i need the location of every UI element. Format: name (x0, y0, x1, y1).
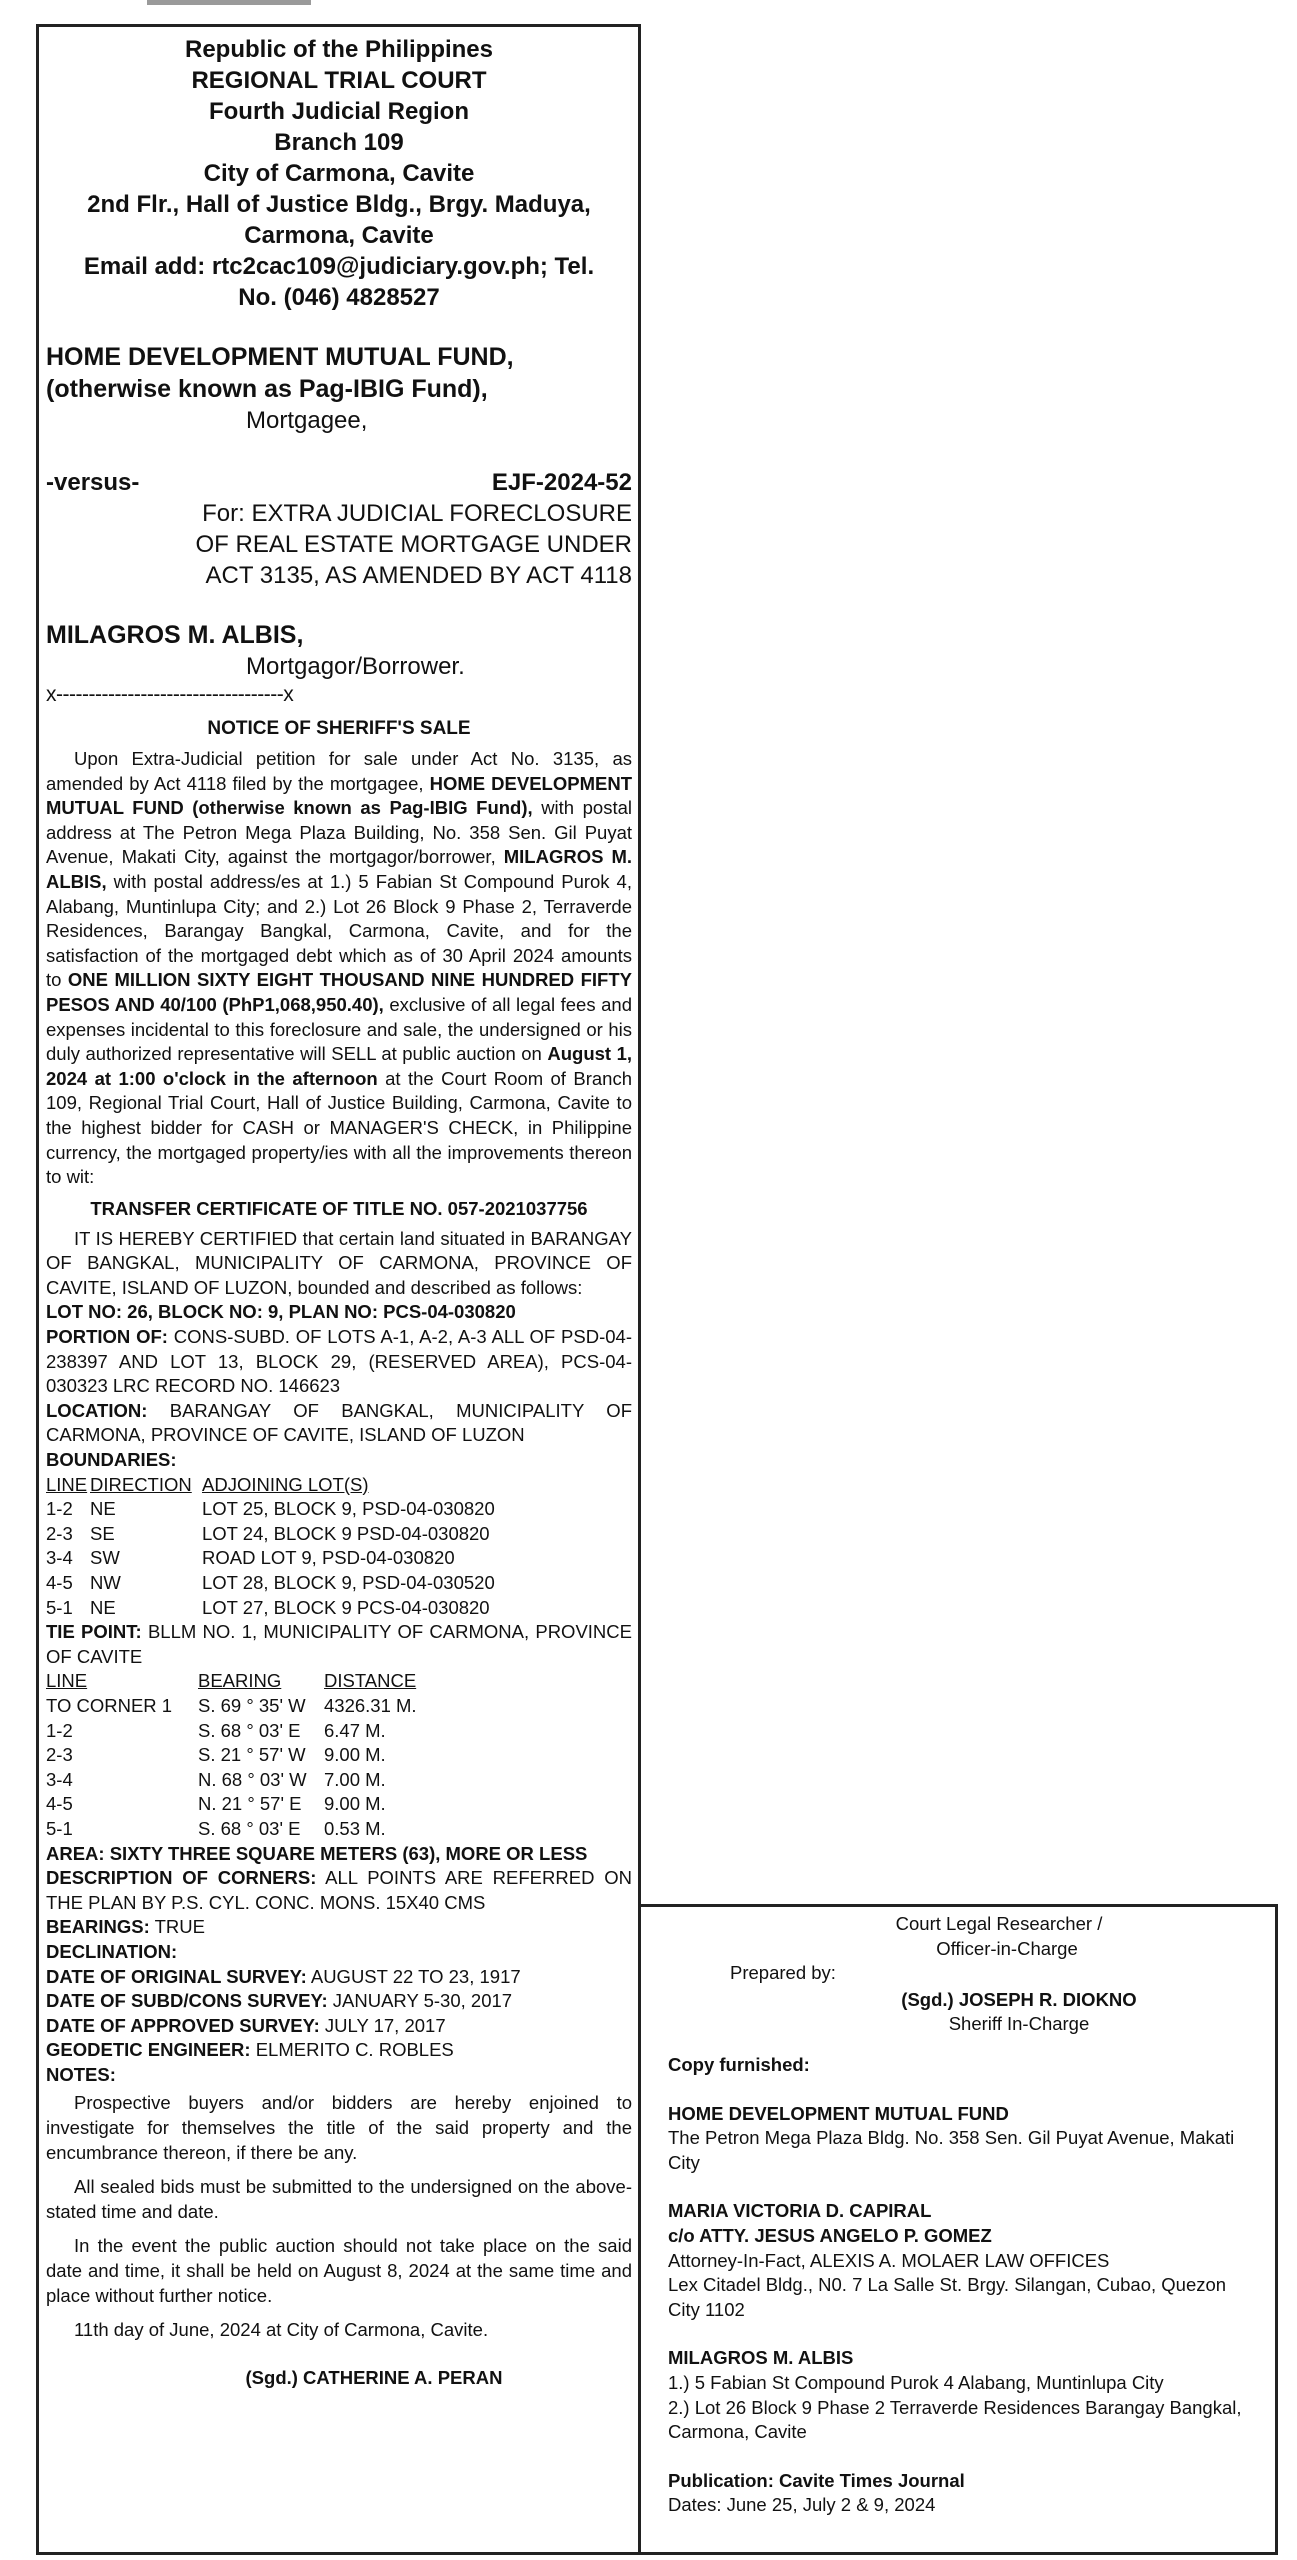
body-text: Upon Extra-Judicial petition for sale under Act No. 3135, as amended by Act 4118 filed by the mortgagee, (46, 748, 632, 794)
boundaries-table (46, 1473, 495, 1621)
table-cell: SE (90, 1522, 115, 1544)
table-cell: 3-4 (46, 1547, 73, 1569)
table-row (46, 1792, 417, 1817)
approved-survey-line (46, 2014, 632, 2039)
publication-line: Publication: Cavite Times Journal (668, 2469, 965, 2491)
subd-survey-label: DATE OF SUBD/CONS SURVEY: (46, 1990, 328, 2012)
bearings-value: TRUE (149, 1916, 205, 1938)
table-cell: LOT 28, BLOCK 9, PSD-04-030520 (202, 1572, 495, 1593)
furnished-party-address: 1.) 5 Fabian St Compound Purok 4 Alabang, Muntinlupa City (668, 2371, 1164, 2393)
notes-paragraph: All sealed bids must be submitted to the undersigned on the above-stated time and date. (46, 2176, 632, 2222)
table-cell: N. 68 ° 03' W (198, 1768, 307, 1790)
case-number: EJF-2024-52 (491, 469, 632, 496)
furnished-party-address: Attorney-In-Fact, ALEXIS A. MOLAER LAW OFFICES (668, 2249, 1110, 2271)
certified-text: IT IS HEREBY CERTIFIED that certain land situated in BARANGAY OF BANGKAL, MUNICIPALITY OF CARMONA, PROVINCE OF CAVITE, ISLAND OF LUZON, bounded and described as follows: (46, 1227, 632, 1298)
original-survey-label: DATE OF ORIGINAL SURVEY: (46, 1965, 307, 1987)
table-cell: NE (90, 1596, 116, 1618)
case-nature-line: ACT 3135, AS AMENDED BY ACT 4118 (205, 562, 632, 589)
original-survey-value: AUGUST 22 TO 23, 1917 (306, 1965, 521, 1987)
furnished-party-name: HOME DEVELOPMENT MUTUAL FUND (668, 2102, 1009, 2124)
mortgagee-aka: (otherwise known as Pag-IBIG Fund), (46, 375, 488, 403)
signatory-title-line: Court Legal Researcher / (895, 1913, 1103, 1934)
approved-survey-value: JULY 17, 2017 (319, 2014, 446, 2036)
location-label: LOCATION: (46, 1399, 148, 1421)
portion-label: PORTION OF: (46, 1326, 168, 1348)
table-cell: NW (90, 1572, 121, 1593)
tie-point-text (46, 1620, 632, 1669)
bearings-line (46, 1915, 632, 1940)
corners-text (46, 1866, 632, 1915)
furnished-party-name: MARIA VICTORIA D. CAPIRAL (668, 2200, 932, 2222)
versus-label: -versus- (46, 469, 140, 496)
table-cell: 2-3 (46, 1522, 73, 1544)
table-header-row (46, 1669, 417, 1694)
mortgagor-name: MILAGROS M. ALBIS, (46, 621, 304, 649)
table-cell: 3-4 (46, 1768, 73, 1790)
furnished-party-name: MILAGROS M. ALBIS (668, 2347, 854, 2369)
corners-label: DESCRIPTION OF CORNERS: (46, 1867, 317, 1889)
portion-value: CONS-SUBD. OF LOTS A-1, A-2, A-3 ALL OF PSD-04-238397 AND LOT 13, BLOCK 29, (RESERVED AREA), PCS-04-030323 LRC RECORD NO. 146623 (46, 1326, 632, 1397)
table-cell: 5-1 (46, 1596, 73, 1618)
table-cell: S. 68 ° 03' E (198, 1817, 301, 1839)
header-line: Carmona, Cavite (244, 222, 434, 249)
location-value: BARANGAY OF BANGKAL, MUNICIPALITY OF CARMONA, PROVINCE OF CAVITE, ISLAND OF LUZON (46, 1399, 632, 1446)
versus-row (46, 467, 632, 498)
header-line: City of Carmona, Cavite (203, 160, 475, 187)
subd-survey-value: JANUARY 5-30, 2017 (327, 1990, 513, 2012)
corners-value: ALL POINTS ARE REFERRED ON THE PLAN BY P.S. CYL. CONC. MONS. 15X40 CMS (46, 1867, 632, 1913)
notes-label: NOTES: (46, 2063, 116, 2085)
body-text: exclusive of all legal fees and expenses incidental to this foreclosure and sale, the undersigned or his duly authorized representative will SELL at public auction on (46, 993, 632, 1065)
table-row (46, 1743, 417, 1768)
table-cell: 9.00 M. (324, 1744, 386, 1766)
engineer-line (46, 2038, 632, 2063)
sheriff-name: (Sgd.) JOSEPH R. DIOKNO (901, 1988, 1137, 2010)
header-line: REGIONAL TRIAL COURT (191, 67, 487, 94)
table-row (46, 1497, 495, 1522)
body-text: at the Court Room of Branch 109, Regional Trial Court, Hall of Justice Building, Carmona, Cavite to the highest bidder for CASH or MANAGER'S CHECK, in Philippine currency, the mortgaged property/ies with all the improvements thereon to wit: (46, 1067, 632, 1188)
table-cell: TO CORNER 1 (46, 1694, 173, 1716)
tct-title: TRANSFER CERTIFICATE OF TITLE NO. 057-2021037756 (90, 1197, 588, 1219)
table-row (46, 1719, 417, 1744)
column-header: LINE (46, 1670, 88, 1692)
table-cell: 2-3 (46, 1744, 73, 1766)
engineer-label: GEODETIC ENGINEER: (46, 2039, 251, 2061)
publication-dates: Dates: June 25, July 2 & 9, 2024 (668, 2494, 936, 2516)
sheriff-title: Sheriff In-Charge (948, 2013, 1090, 2035)
subd-survey-line (46, 1989, 632, 2014)
location-text (46, 1399, 632, 1448)
table-row (46, 1768, 417, 1793)
table-cell: S. 21 ° 57' W (198, 1744, 306, 1766)
table-cell: N. 21 ° 57' E (198, 1793, 302, 1815)
caption-separator: x-----------------------------------x (46, 683, 294, 706)
header-line: 2nd Flr., Hall of Justice Bldg., Brgy. Maduya, (87, 191, 591, 218)
auction-datetime: August 1, 2024 at 1:00 o'clock in the afternoon (46, 1043, 633, 1089)
table-cell: SW (90, 1547, 120, 1569)
case-nature (46, 498, 632, 591)
top-tab-bar (147, 0, 311, 5)
bearings-table (46, 1669, 417, 1841)
body-text: with postal address at The Petron Mega Plaza Building, No. 358 Sen. Gil Puyat Avenue, Makati City, against the mortgagor/borrower, (46, 797, 632, 868)
table-cell: S. 68 ° 03' E (198, 1719, 301, 1741)
table-cell: 4-5 (46, 1793, 73, 1815)
table-row (46, 1546, 495, 1571)
notice-column (46, 34, 632, 2408)
table-cell: 1-2 (46, 1719, 73, 1741)
table-row (46, 1522, 495, 1547)
case-nature-line: OF REAL ESTATE MORTGAGE UNDER (195, 531, 632, 558)
header-line: No. (046) 4828527 (238, 284, 440, 311)
boundaries-label: BOUNDARIES: (46, 1449, 177, 1471)
engineer-value: ELMERITO C. ROBLES (250, 2039, 454, 2061)
table-cell: 5-1 (46, 1817, 73, 1839)
header-line: Fourth Judicial Region (208, 98, 469, 125)
column-header: LINE (46, 1473, 88, 1495)
lot-line: LOT NO: 26, BLOCK NO: 9, PLAN NO: PCS-04-030820 (46, 1301, 516, 1323)
dated-line: 11th day of June, 2024 at City of Carmona, Cavite. (74, 2319, 489, 2341)
notes-paragraph: In the event the public auction should not take place on the said date and time, it shall be held on August 8, 2024 at the same time and place without further notice. (46, 2235, 632, 2306)
furnished-party-counsel: c/o ATTY. JESUS ANGELO P. GOMEZ (668, 2224, 992, 2246)
signature-column (668, 1912, 1260, 2518)
table-row (46, 1571, 495, 1596)
notes-paragraph: Prospective buyers and/or bidders are hereby enjoined to investigate for themselves the title of the said property and the encumbrance thereon, if there be any. (46, 2092, 632, 2163)
area-line: AREA: SIXTY THREE SQUARE METERS (63), MORE OR LESS (46, 1842, 588, 1864)
signatory-name: (Sgd.) CATHERINE A. PERAN (245, 2366, 503, 2388)
furnished-party-address: Lex Citadel Bldg., N0. 7 La Salle St. Brgy. Silangan, Cubao, Quezon City 1102 (668, 2274, 1227, 2320)
table-cell: 9.00 M. (324, 1793, 386, 1815)
copy-furnished-label: Copy furnished: (668, 2053, 810, 2075)
table-cell: 4-5 (46, 1572, 73, 1593)
table-cell: 0.53 M. (324, 1817, 386, 1839)
table-cell: S. 69 ° 35' W (198, 1694, 306, 1716)
table-header-row (46, 1473, 495, 1498)
declination-label: DECLINATION: (46, 1940, 178, 1962)
header-line: Branch 109 (274, 129, 404, 156)
table-cell: 6.47 M. (324, 1719, 386, 1741)
column-header: DISTANCE (324, 1670, 417, 1692)
table-row (46, 1817, 417, 1842)
table-row (46, 1596, 495, 1621)
prepared-by-label: Prepared by: (730, 1962, 836, 1984)
table-cell: LOT 27, BLOCK 9 PCS-04-030820 (202, 1596, 490, 1618)
furnished-party-address: The Petron Mega Plaza Bldg. No. 358 Sen. Gil Puyat Avenue, Makati City (668, 2127, 1235, 2173)
mortgagee-name: HOME DEVELOPMENT MUTUAL FUND, (46, 343, 514, 371)
debt-amount: ONE MILLION SIXTY EIGHT THOUSAND NINE HUNDRED FIFTY PESOS AND 40/100 (PhP1,068,950.40), (46, 969, 632, 1015)
table-row (46, 1694, 417, 1719)
header-line: Email add: rtc2cac109@judiciary.gov.ph; Tel. (83, 253, 595, 280)
signatory-title-line: Officer-in-Charge (936, 1937, 1078, 1959)
approved-survey-label: DATE OF APPROVED SURVEY: (46, 2014, 320, 2036)
mortgagor-role: Mortgagor/Borrower. (246, 653, 465, 680)
tie-point-label: TIE POINT: (46, 1621, 142, 1643)
mortgagee-bold: HOME DEVELOPMENT MUTUAL FUND (otherwise known as Pag-IBIG Fund), (46, 772, 632, 819)
portion-text (46, 1325, 632, 1399)
column-header: DIRECTION (90, 1473, 192, 1495)
column-header: BEARING (198, 1670, 282, 1692)
table-cell: 1-2 (46, 1498, 73, 1520)
notice-body (46, 747, 632, 1190)
column-header: ADJOINING LOT(S) (202, 1473, 369, 1495)
table-cell: 4326.31 M. (324, 1694, 417, 1716)
notice-title: NOTICE OF SHERIFF'S SALE (207, 718, 471, 739)
header-line: Republic of the Philippines (184, 36, 493, 63)
tie-point-value: BLLM NO. 1, MUNICIPALITY OF CARMONA, PROVINCE OF CAVITE (46, 1621, 632, 1667)
court-header (46, 34, 632, 313)
table-cell: 7.00 M. (324, 1768, 386, 1790)
mortgagor-bold: MILAGROS M. ALBIS, (46, 846, 632, 892)
body-text: with postal address/es at 1.) 5 Fabian St Compound Purok 4, Alabang, Muntinlupa City; and 2.) Lot 26 Block 9 Phase 2, Terraverde Residences, Barangay Bangkal, Carmona, Cavite, and for the satisfaction of the mortgaged debt which as of 30 April 2024 amounts to (46, 870, 632, 991)
bearings-label: BEARINGS: (46, 1916, 150, 1938)
case-nature-line: For: EXTRA JUDICIAL FORECLOSURE (202, 500, 632, 527)
original-survey-line (46, 1965, 632, 1990)
mortgagee-role: Mortgagee, (246, 407, 368, 434)
table-cell: LOT 25, BLOCK 9, PSD-04-030820 (202, 1498, 495, 1520)
table-cell: ROAD LOT 9, PSD-04-030820 (202, 1547, 455, 1569)
table-cell: NE (90, 1498, 116, 1520)
table-cell: LOT 24, BLOCK 9 PSD-04-030820 (202, 1522, 490, 1544)
furnished-party-address: 2.) Lot 26 Block 9 Phase 2 Terraverde Residences Barangay Bangkal, Carmona, Cavite (668, 2396, 1242, 2443)
